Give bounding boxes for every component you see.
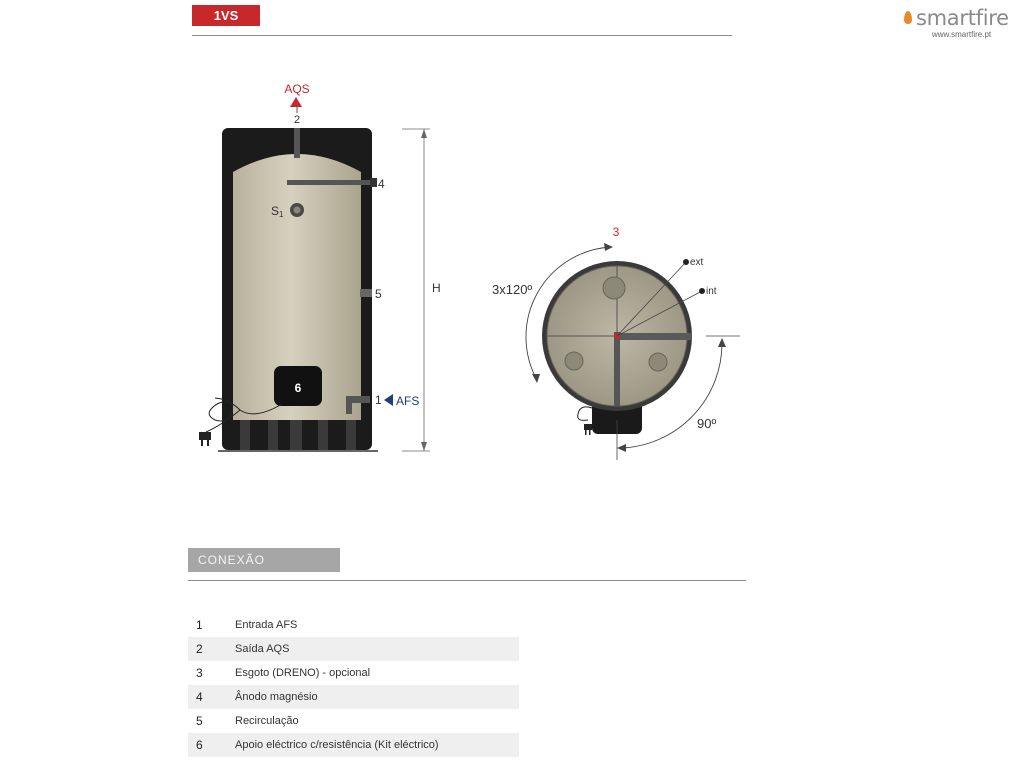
angle-3x120-label: 3x120º <box>492 282 533 297</box>
label-2: 2 <box>293 114 301 126</box>
connections-list <box>188 613 519 757</box>
model-tag: 1VS <box>192 5 260 26</box>
list-item <box>188 709 519 733</box>
top-view <box>492 225 740 460</box>
label-int: int <box>706 286 717 297</box>
connection-number: 6 <box>196 738 203 752</box>
label-6: 6 <box>294 381 302 395</box>
brand-name: smartfire <box>916 6 1009 30</box>
connection-label: Saída AQS <box>235 643 290 655</box>
connection-label: Recirculação <box>235 715 299 727</box>
height-label: H <box>432 281 441 295</box>
list-item <box>188 685 519 709</box>
label-5: 5 <box>375 287 382 301</box>
anode-rod <box>287 180 373 185</box>
label-s1: S1 <box>271 204 284 219</box>
label-1: 1 <box>375 393 382 407</box>
top-plug-icon <box>578 407 592 435</box>
label-ext: ext <box>690 257 704 268</box>
list-item <box>188 661 519 685</box>
connection-number: 3 <box>196 666 203 680</box>
connection-number: 5 <box>196 714 203 728</box>
afs-arrow-icon <box>384 394 393 406</box>
brand-url: www.smartfire.pt <box>932 30 992 39</box>
list-item <box>188 637 519 661</box>
section-divider <box>188 580 746 581</box>
connection-number: 1 <box>196 618 203 632</box>
list-item <box>188 613 519 637</box>
connection-number: 4 <box>196 690 203 704</box>
aqs-label: AQS <box>284 82 310 96</box>
list-item <box>188 733 519 757</box>
side-view <box>199 82 441 451</box>
top-anode <box>620 333 692 340</box>
connection-number: 2 <box>196 642 203 656</box>
aqs-arrow-icon <box>290 97 302 107</box>
connection-label: Entrada AFS <box>235 619 298 631</box>
afs-label: AFS <box>396 394 420 408</box>
connection-label: Ânodo magnésio <box>235 691 318 703</box>
label-3: 3 <box>612 225 620 239</box>
connection-label: Apoio eléctrico c/resistência (Kit eléctrico) <box>235 739 439 751</box>
angle-90-label: 90º <box>697 416 717 431</box>
section-title: CONEXÃO <box>188 548 340 572</box>
inlet-pipe-1 <box>350 396 370 403</box>
label-4: 4 <box>378 177 385 191</box>
connection-label: Esgoto (DRENO) - opcional <box>235 667 371 679</box>
plug-icon <box>199 432 211 446</box>
outlet-pipe-2 <box>294 128 300 158</box>
recirculation-port <box>360 289 372 297</box>
